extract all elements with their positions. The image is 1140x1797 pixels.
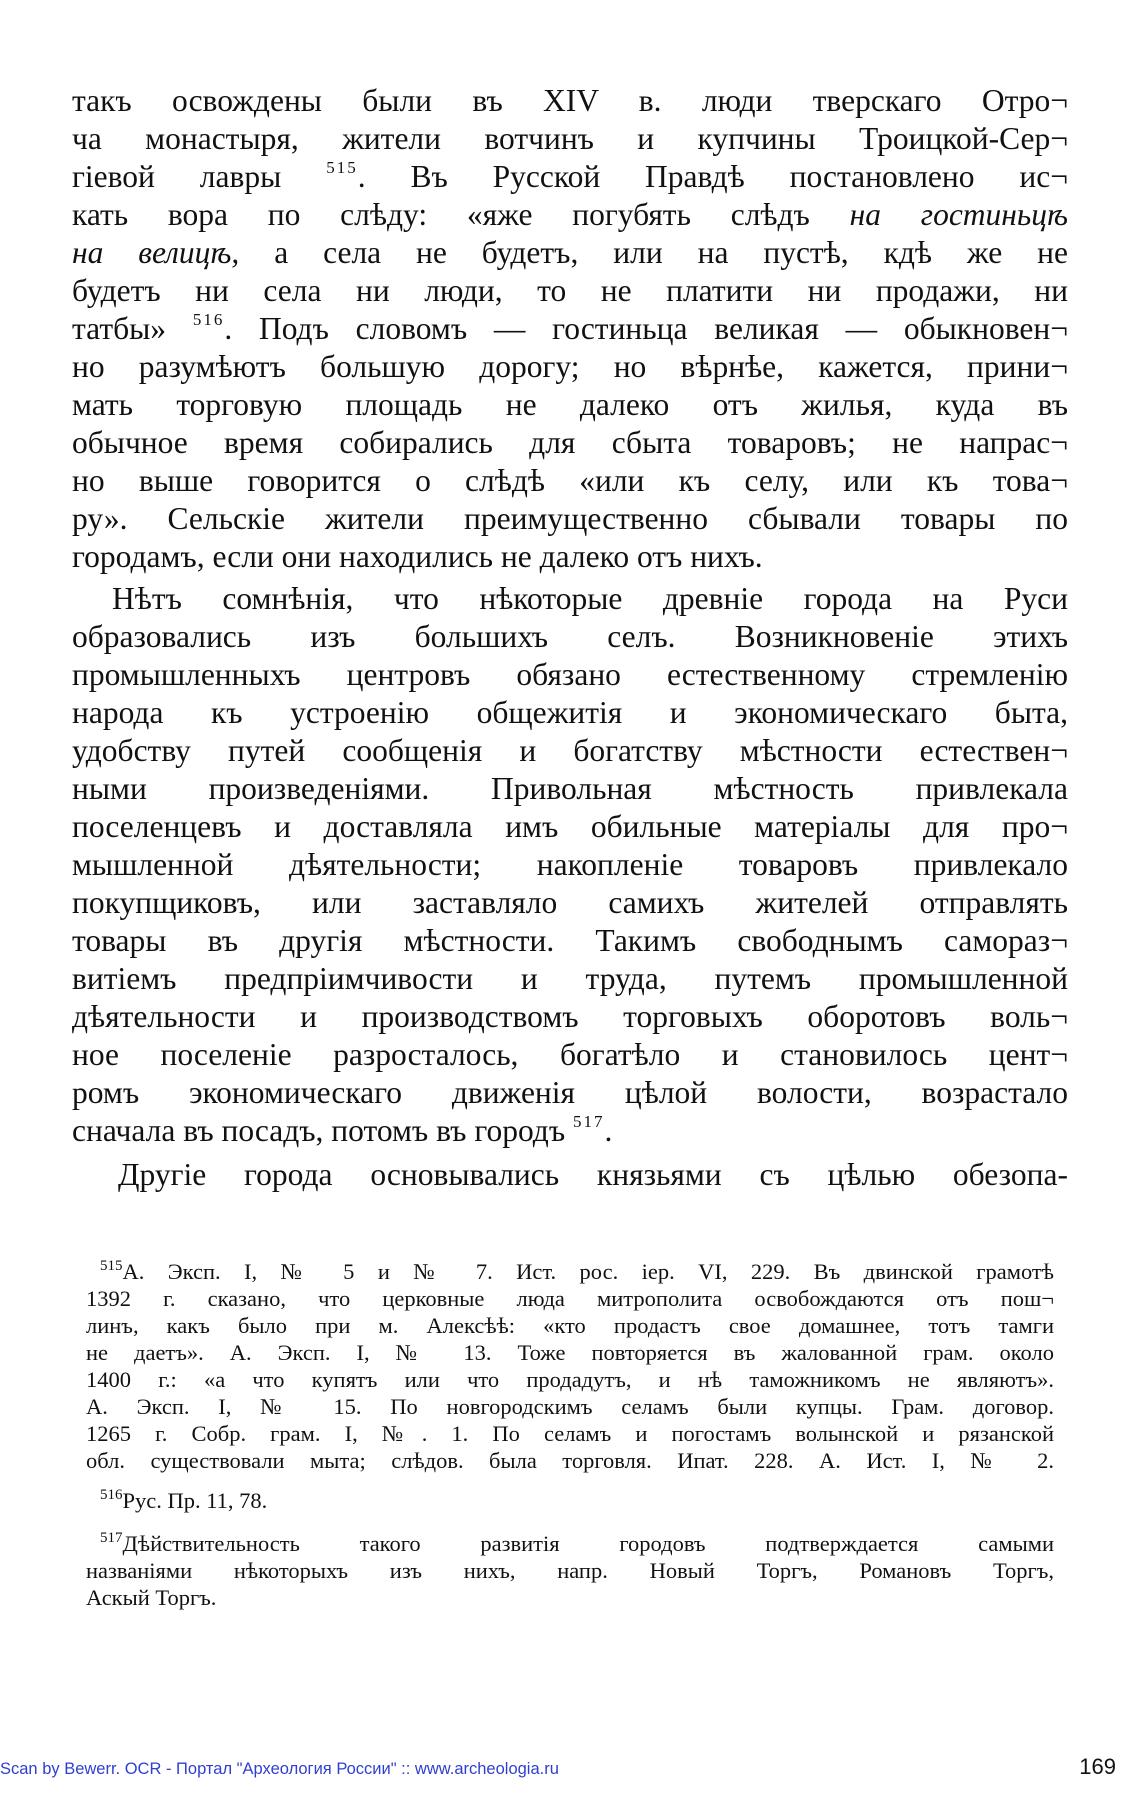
footnote-text: А. Эксп. I, № 5 и № 7. Ист. рос. іер. VI, 229. Въ двинской грамотѣ: [122, 1259, 1054, 1284]
footnote-mark: 516: [100, 1487, 123, 1503]
text-fragment: .: [604, 1113, 613, 1148]
footnote-line: 1392 г. сказано, что церковные люда митрополита освобождаются отъ пош¬: [86, 1286, 1054, 1311]
footnote-line: 1265 г. Собр. грам. I, №. 1. По селамъ и погостамъ волынской и рязанской: [86, 1421, 1054, 1446]
text-line: [72, 1112, 1068, 1150]
footnote-line: А. Эксп. I, № 15. По новгородскимъ селамъ были купцы. Грам. договор.: [86, 1394, 1054, 1419]
footnote-line: линъ, какъ было при м. Алексѣѣ: «кто продастъ свое домашнее, тотъ тамги: [86, 1313, 1054, 1338]
text-fragment: кать вора по слѣду: «яже погубять слѣдъ: [72, 197, 810, 232]
text-line: обычное время собирались для сбыта товаровъ; не напрас¬: [72, 425, 1068, 460]
text-fragment: татбы»: [72, 311, 167, 346]
text-line: ное поселеніе разросталось, богатѣло и становилось цент¬: [72, 1037, 1068, 1072]
text-line: ромъ экономическаго движенія цѣлой волости, возрастало: [72, 1075, 1068, 1110]
text-fragment: . Въ Русской Правдѣ постановлено ис¬: [357, 159, 1069, 194]
footnote-ref-517[interactable]: 517: [573, 1112, 605, 1131]
text-line: мать торговую площадь не далеко отъ жилья, куда въ: [72, 387, 1068, 422]
page-number: 169: [1079, 1754, 1116, 1779]
text-line: дѣятельности и производствомъ торговыхъ оборотовъ воль¬: [72, 999, 1068, 1034]
text-line: удобству путей сообщенія и богатству мѣстности естествен¬: [72, 733, 1068, 768]
text-line: такъ освождены были въ XIV в. люди тверскаго Отро¬: [72, 83, 1068, 118]
text-line: покупщиковъ, или заставляло самихъ жителей отправлять: [72, 885, 1068, 920]
text-line: [72, 234, 1068, 272]
text-line: будетъ ни села ни люди, то не платити ни продажи, ни: [72, 273, 1068, 308]
text-line: ными произведеніями. Привольная мѣстность привлекала: [72, 771, 1068, 806]
text-fragment: гіевой лавры: [72, 159, 282, 194]
text-line: [72, 196, 1068, 234]
footnote-516: [100, 1487, 1054, 1514]
text-line: ча монастыря, жители вотчинъ и купчины Троицкой-Сер¬: [72, 121, 1068, 156]
footnote-line: не даетъ». А. Эксп. I, № 13. Тоже повторяется въ жалованной грам. около: [86, 1340, 1054, 1365]
footnote-517: [100, 1530, 1054, 1557]
footnote-line: 1400 г.: «а что купятъ или что продадутъ, и нѣ таможникомъ не являютъ».: [86, 1367, 1054, 1392]
text-line: Другіе города основывались князьями съ цѣлью обезопа-: [118, 1157, 1068, 1192]
text-line: Нѣтъ сомнѣнія, что нѣкоторые древніе города на Руси: [112, 581, 1068, 616]
footnote-515: [100, 1258, 1054, 1285]
footnote-text: Рус. Пр. 11, 78.: [122, 1488, 268, 1513]
text-fragment: . Подъ словомъ — гостиньца великая — обыкновен¬: [224, 311, 1068, 346]
text-line: витіемъ предпріимчивости и труда, путемъ промышленной: [72, 961, 1068, 996]
text-line: городамъ, если они находились не далеко отъ нихъ.: [72, 539, 763, 574]
text-line: товары въ другія мѣстности. Такимъ свободнымъ самораз¬: [72, 923, 1068, 958]
text-fragment: а села не будетъ, или на пустѣ, кдѣ же не: [274, 235, 1069, 270]
text-line: народа къ устроенію общежитія и экономическаго быта,: [72, 695, 1068, 730]
text-line: но выше говорится о слѣдѣ «или къ селу, или къ това¬: [72, 463, 1068, 498]
footnote-line: Аскый Торгъ.: [86, 1585, 217, 1610]
footnote-mark: 517: [100, 1530, 123, 1546]
text-line: ру». Сельскіе жители преимущественно сбывали товары по: [72, 501, 1068, 536]
italic-text: на гостиньцѣ: [849, 197, 1069, 232]
scan-credit-link[interactable]: Scan by Bewerr. OCR - Портал "Археология России" :: www.archeologia.ru: [0, 1760, 559, 1778]
text-fragment: сначала въ посадъ, потомъ въ городъ: [72, 1113, 566, 1148]
footnote-line: названіями нѣкоторыхъ изъ нихъ, напр. Новый Торгъ, Романовъ Торгъ,: [86, 1558, 1054, 1583]
text-line: [72, 158, 1068, 196]
italic-text: на велицѣ,: [72, 235, 240, 270]
text-line: поселенцевъ и доставляла имъ обильные матеріалы для про¬: [72, 809, 1068, 844]
text-line: промышленныхъ центровъ обязано естественному стремленію: [72, 657, 1068, 692]
footnote-mark: 515: [100, 1258, 123, 1274]
text-line: мышленной дѣятельности; накопленіе товаровъ привлекало: [72, 847, 1068, 882]
footnote-ref-516[interactable]: 516: [192, 310, 225, 329]
text-line: но разумѣютъ большую дорогу; но вѣрнѣе, кажется, прини¬: [72, 349, 1068, 384]
footnote-line: обл. существовали мыта; слѣдов. была торговля. Ипат. 228. А. Ист. I, № 2.: [86, 1448, 1054, 1473]
footnote-ref-515[interactable]: 515: [326, 158, 358, 177]
footnote-text: Дѣйствительность такого развитія городовъ подтверждается самыми: [122, 1531, 1054, 1556]
text-line: образовались изъ большихъ селъ. Возникновеніе этихъ: [72, 619, 1068, 654]
text-line: [72, 310, 1068, 348]
